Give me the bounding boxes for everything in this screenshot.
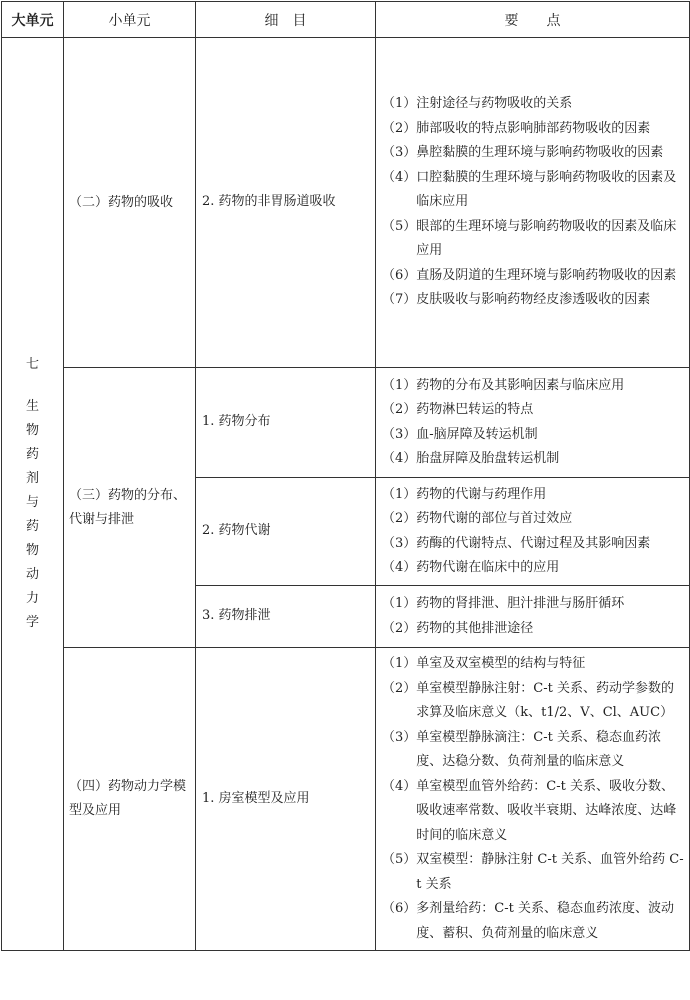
list-item: （5） 双室模型：静脉注射 C-t 关系、血管外给药 C-t 关系 (382, 852, 684, 892)
list-item: （4） 口腔黏膜的生理环境与影响药物吸收的因素及临床应用 (382, 169, 677, 210)
list-item: （3） 药酶的代谢特点、代谢过程及其影响因素 (382, 535, 651, 551)
list-item: （4） 单室模型血管外给药：C-t 关系、吸收分数、吸收速率常数、吸收半衰期、达峰浓度、达峰时间的临床意义 (382, 778, 677, 843)
list-item: （1） 药物的代谢与药理作用 (382, 486, 547, 502)
list-item: （1） 药物的肾排泄、胆汁排泄与肠肝循环 (382, 596, 625, 611)
key-points-cell (376, 586, 690, 648)
list-item: （2） 药物的其他排泄途径 (382, 620, 534, 636)
header-row (2, 2, 690, 38)
detail-cell: 1. 药物分布 (196, 368, 376, 478)
list-item: （6） 多剂量给药：C-t 关系、稳态血药浓度、波动度、蓄积、负荷剂量的临床意义 (382, 901, 674, 941)
list-item: （2） 单室模型静脉注射：C-t 关系、药动学参数的求算及临床意义（k、t1/2、V、Cl、AUC） (382, 680, 674, 720)
sub-unit-cell: （三）药物的分布、代谢与排泄 (64, 368, 196, 648)
detail-cell: 1. 房室模型及应用 (196, 648, 376, 951)
list-item: （3） 单室模型静脉滴注：C-t 关系、稳态血药浓度、达稳分数、负荷剂量的临床意义 (382, 729, 661, 769)
table-row (2, 368, 690, 478)
list-item: （7） 皮肤吸收与影响药物经皮渗透吸收的因素 (382, 292, 651, 308)
detail-cell: 2. 药物的非胃肠道吸收 (196, 38, 376, 368)
list-item: （5） 眼部的生理环境与影响药物吸收的因素及临床应用 (382, 218, 677, 259)
detail-cell: 3. 药物排泄 (196, 586, 376, 648)
list-item: （2） 药物代谢的部位与首过效应 (382, 511, 573, 526)
key-points-cell (376, 478, 690, 586)
list-item: （4） 药物代谢在临床中的应用 (382, 560, 560, 575)
list-item: （1） 单室及双室模型的结构与特征 (382, 656, 586, 671)
list-item: （3） 鼻腔黏膜的生理环境与影响药物吸收的因素 (382, 145, 664, 161)
header-key-points: 要 点 (376, 2, 690, 38)
header-major-unit: 大单元 (2, 2, 64, 38)
list-item: （6） 直肠及阴道的生理环境与影响药物吸收的因素 (382, 267, 677, 283)
list-item: （2） 药物淋巴转运的特点 (382, 402, 534, 417)
key-points-cell (376, 368, 690, 478)
sub-unit-cell: （四）药物动力学模型及应用 (64, 648, 196, 951)
key-points-cell (376, 38, 690, 368)
major-unit-cell (2, 38, 64, 951)
list-item: （4） 胎盘屏障及胎盘转运机制 (382, 451, 560, 466)
table-row (2, 648, 690, 951)
major-unit-number: 七 (25, 356, 39, 372)
header-detail: 细 目 (196, 2, 376, 38)
detail-cell: 2. 药物代谢 (196, 478, 376, 586)
list-item: （2） 肺部吸收的特点影响肺部药物吸收的因素 (382, 120, 651, 136)
key-points-cell (376, 648, 690, 951)
table-row (2, 38, 690, 368)
outline-table (1, 1, 690, 951)
list-item: （1） 注射途径与药物吸收的关系 (382, 96, 573, 112)
list-item: （1） 药物的分布及其影响因素与临床应用 (382, 377, 625, 393)
sub-unit-cell: （二）药物的吸收 (64, 38, 196, 368)
header-sub-unit: 小单元 (64, 2, 196, 38)
major-unit-title: 生 物 药 剂 与 药 物 动 力 学 (25, 399, 39, 631)
list-item: （3） 血-脑屏障及转运机制 (382, 426, 538, 442)
